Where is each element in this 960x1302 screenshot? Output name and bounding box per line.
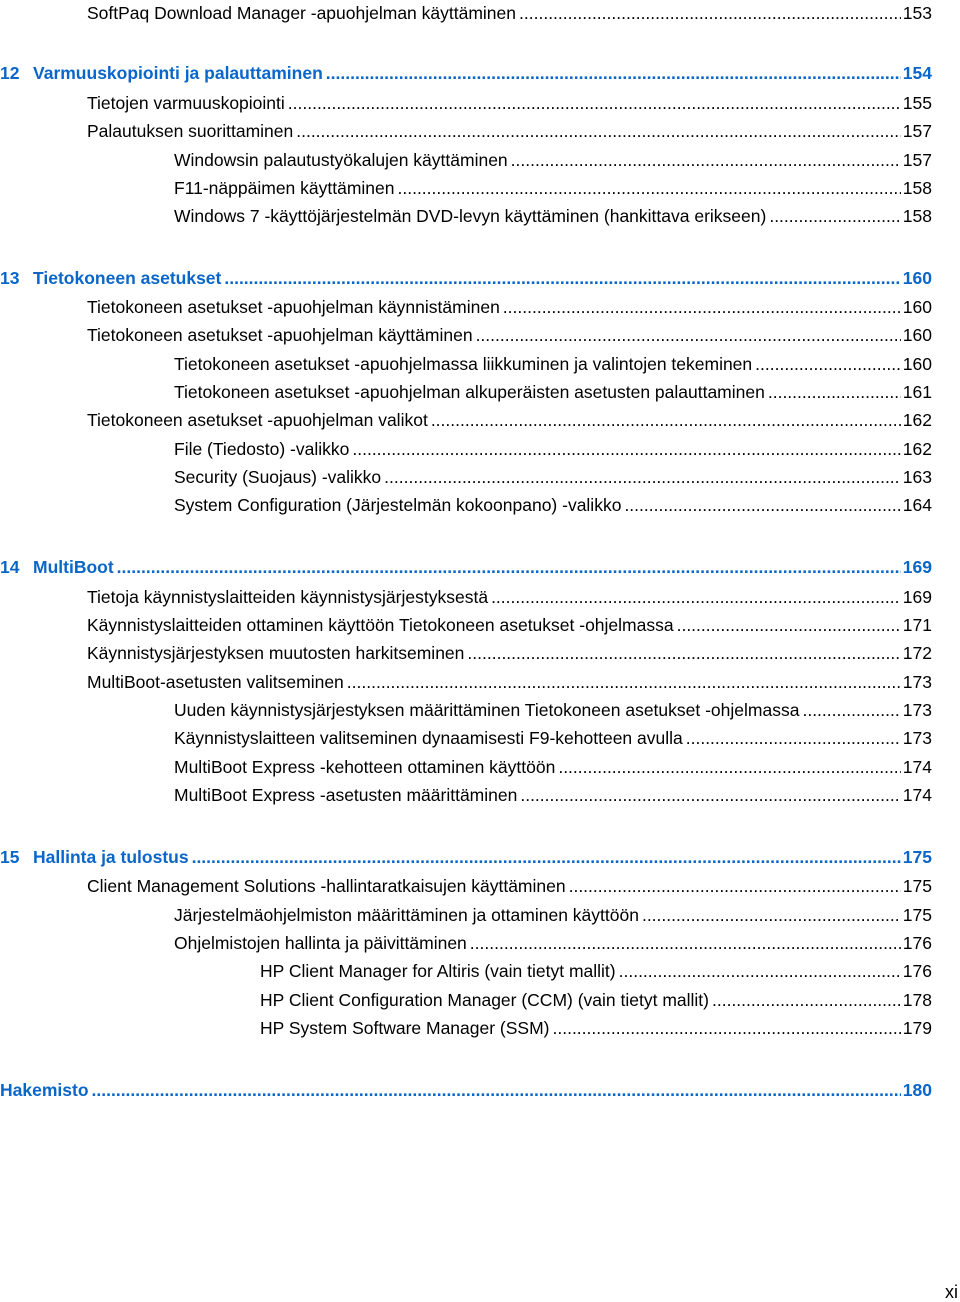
- chapter-title: MultiBoot: [33, 557, 114, 577]
- leader-dots: [431, 409, 901, 431]
- toc-entry-title: SoftPaq Download Manager -apuohjelman käyttäminen: [87, 3, 517, 23]
- leader-dots: [642, 904, 901, 926]
- toc-entry-page: 158: [902, 178, 932, 198]
- toc-entry-page: 178: [902, 990, 932, 1010]
- page-number: xi: [945, 1282, 958, 1302]
- leader-dots: [503, 296, 901, 318]
- toc-entry[interactable]: [0, 292, 932, 318]
- toc-entry-title: HP System Software Manager (SSM): [260, 1018, 550, 1038]
- toc-entry-page: 176: [902, 933, 932, 953]
- toc-entry[interactable]: [0, 900, 932, 926]
- leader-dots: [92, 1079, 901, 1101]
- leader-dots: [712, 989, 901, 1011]
- toc-entry-page: 157: [902, 121, 932, 141]
- leader-dots: [511, 149, 901, 171]
- toc-entry-title: Tietokoneen asetukset -apuohjelman valikot: [87, 410, 428, 430]
- toc-entry-title: MultiBoot-asetusten valitseminen: [87, 672, 344, 692]
- toc-entry-page: 160: [902, 325, 932, 345]
- leader-dots: [553, 1017, 901, 1039]
- toc-entry[interactable]: [0, 752, 932, 778]
- leader-dots: [519, 2, 901, 24]
- toc-entry[interactable]: [0, 582, 932, 608]
- toc-entry-page: 173: [902, 672, 932, 692]
- toc-entry[interactable]: [0, 695, 932, 721]
- leader-dots: [288, 92, 901, 114]
- leader-dots: [520, 784, 900, 806]
- toc-entry-page: 171: [902, 615, 932, 635]
- leader-dots: [755, 353, 901, 375]
- toc-entry-title: Ohjelmistojen hallinta ja päivittäminen: [174, 933, 467, 953]
- toc-entry-title: Tietoja käynnistyslaitteiden käynnistysjärjestyksestä: [87, 587, 489, 607]
- toc-entry-page: 162: [902, 410, 932, 430]
- toc-entry-page: 155: [902, 93, 932, 113]
- chapter-page: 154: [902, 63, 932, 83]
- toc-entry-page: 173: [902, 728, 932, 748]
- toc-entry[interactable]: [0, 985, 932, 1011]
- leader-dots: [686, 727, 901, 749]
- toc-entry-title: File (Tiedosto) -valikko: [174, 439, 350, 459]
- leader-dots: [470, 932, 901, 954]
- toc-entry-title: Palautuksen suorittaminen: [87, 121, 294, 141]
- toc-entry-title: Tietokoneen asetukset -apuohjelmassa liikkuminen ja valintojen tekeminen: [174, 354, 753, 374]
- toc-chapter[interactable]: [0, 552, 932, 578]
- chapter-title: Hakemisto: [0, 1080, 89, 1100]
- toc-entry-page: 175: [902, 876, 932, 896]
- leader-dots: [624, 494, 900, 516]
- toc-entry-page: 158: [902, 206, 932, 226]
- chapter-number: 14: [0, 557, 20, 577]
- chapter-number: 12: [0, 63, 20, 83]
- toc-entry[interactable]: [0, 462, 932, 488]
- toc-entry-title: Tietojen varmuuskopiointi: [87, 93, 285, 113]
- chapter-page: 180: [902, 1080, 932, 1100]
- toc-entry[interactable]: [0, 349, 932, 375]
- toc-entry-page: 163: [902, 467, 932, 487]
- toc-entry-page: 172: [902, 643, 932, 663]
- toc-entry-page: 175: [902, 905, 932, 925]
- chapter-number: 15: [0, 847, 20, 867]
- toc-entry-title: Tietokoneen asetukset -apuohjelman käyttäminen: [87, 325, 473, 345]
- toc-entry-title: Käynnistysjärjestyksen muutosten harkitseminen: [87, 643, 465, 663]
- chapter-title: Varmuuskopiointi ja palauttaminen: [33, 63, 323, 83]
- toc-entry-title: Käynnistyslaitteen valitseminen dynaamisesti F9-kehotteen avulla: [174, 728, 683, 748]
- leader-dots: [296, 120, 901, 142]
- leader-dots: [117, 556, 901, 578]
- toc-entry-title: Security (Suojaus) -valikko: [174, 467, 382, 487]
- toc-entry-title: System Configuration (Järjestelmän kokoonpano) -valikko: [174, 495, 622, 515]
- leader-dots: [768, 381, 901, 403]
- toc-entry[interactable]: [0, 377, 932, 403]
- toc-entry-title: Uuden käynnistysjärjestyksen määrittäminen Tietokoneen asetukset -ohjelmassa: [174, 700, 800, 720]
- chapter-page: 175: [902, 847, 932, 867]
- toc-entry[interactable]: [0, 320, 932, 346]
- toc-entry-title: HP Client Configuration Manager (CCM) (vain tietyt mallit): [260, 990, 709, 1010]
- toc-entry-page: 173: [902, 700, 932, 720]
- toc-entry-title: Windows 7 -käyttöjärjestelmän DVD-levyn käyttäminen (hankittava erikseen): [174, 206, 767, 226]
- toc-entry[interactable]: [0, 490, 932, 516]
- toc-entry[interactable]: [0, 780, 932, 806]
- toc-entry[interactable]: [0, 405, 932, 431]
- toc-entry[interactable]: [0, 434, 932, 460]
- toc-entry[interactable]: [0, 956, 932, 982]
- leader-dots: [347, 671, 901, 693]
- leader-dots: [352, 438, 900, 460]
- toc-entry[interactable]: [0, 0, 932, 24]
- toc-chapter[interactable]: [0, 1075, 932, 1101]
- toc-entry[interactable]: [0, 667, 932, 693]
- toc-entry[interactable]: [0, 116, 932, 142]
- toc-entry-page: 153: [902, 3, 932, 23]
- toc-entry-title: HP Client Manager for Altiris (vain tietyt mallit): [260, 961, 616, 981]
- leader-dots: [224, 267, 900, 289]
- leader-dots: [491, 586, 901, 608]
- chapter-number: 13: [0, 268, 20, 288]
- leader-dots: [398, 177, 901, 199]
- leader-dots: [802, 699, 900, 721]
- toc-entry[interactable]: [0, 173, 932, 199]
- leader-dots: [326, 62, 901, 84]
- toc-entry-page: 179: [902, 1018, 932, 1038]
- toc-entry[interactable]: [0, 638, 932, 664]
- toc-chapter[interactable]: [0, 58, 932, 84]
- toc-entry-page: 157: [902, 150, 932, 170]
- toc-entry[interactable]: [0, 201, 932, 227]
- leader-dots: [619, 960, 901, 982]
- toc-entry-page: 169: [902, 587, 932, 607]
- toc-entry-title: MultiBoot Express -kehotteen ottaminen käyttöön: [174, 757, 556, 777]
- toc-entry-title: Tietokoneen asetukset -apuohjelman alkuperäisten asetusten palauttaminen: [174, 382, 765, 402]
- toc-entry-title: F11-näppäimen käyttäminen: [174, 178, 395, 198]
- chapter-page: 169: [902, 557, 932, 577]
- chapter-title: Hallinta ja tulostus: [33, 847, 189, 867]
- toc-entry-page: 160: [902, 354, 932, 374]
- chapter-page: 160: [902, 268, 932, 288]
- toc-entry-title: MultiBoot Express -asetusten määrittäminen: [174, 785, 518, 805]
- toc-entry-page: 160: [902, 297, 932, 317]
- leader-dots: [192, 846, 901, 868]
- leader-dots: [467, 642, 900, 664]
- toc-entry[interactable]: [0, 928, 932, 954]
- toc-entry-title: Windowsin palautustyökalujen käyttäminen: [174, 150, 508, 170]
- leader-dots: [677, 614, 901, 636]
- leader-dots: [769, 205, 900, 227]
- toc-entry[interactable]: [0, 88, 932, 114]
- toc-entry[interactable]: [0, 145, 932, 171]
- leader-dots: [384, 466, 901, 488]
- toc-entry[interactable]: [0, 723, 932, 749]
- toc-entry-title: Client Management Solutions -hallintaratkaisujen käyttäminen: [87, 876, 566, 896]
- toc-entry-page: 176: [902, 961, 932, 981]
- toc-entry-page: 164: [902, 495, 932, 515]
- toc-entry-page: 174: [902, 757, 932, 777]
- chapter-title: Tietokoneen asetukset: [33, 268, 222, 288]
- leader-dots: [558, 756, 900, 778]
- toc-entry-page: 174: [902, 785, 932, 805]
- toc-entry[interactable]: [0, 1013, 932, 1039]
- toc-entry-page: 162: [902, 439, 932, 459]
- toc-entry[interactable]: [0, 610, 932, 636]
- toc-chapter[interactable]: [0, 263, 932, 289]
- leader-dots: [476, 324, 901, 346]
- toc-chapter[interactable]: [0, 842, 932, 868]
- toc-entry[interactable]: [0, 871, 932, 897]
- leader-dots: [569, 875, 901, 897]
- toc-entry-page: 161: [902, 382, 932, 402]
- toc-entry-title: Järjestelmäohjelmiston määrittäminen ja ottaminen käyttöön: [174, 905, 639, 925]
- toc-entry-title: Käynnistyslaitteiden ottaminen käyttöön Tietokoneen asetukset -ohjelmassa: [87, 615, 674, 635]
- toc-entry-title: Tietokoneen asetukset -apuohjelman käynnistäminen: [87, 297, 500, 317]
